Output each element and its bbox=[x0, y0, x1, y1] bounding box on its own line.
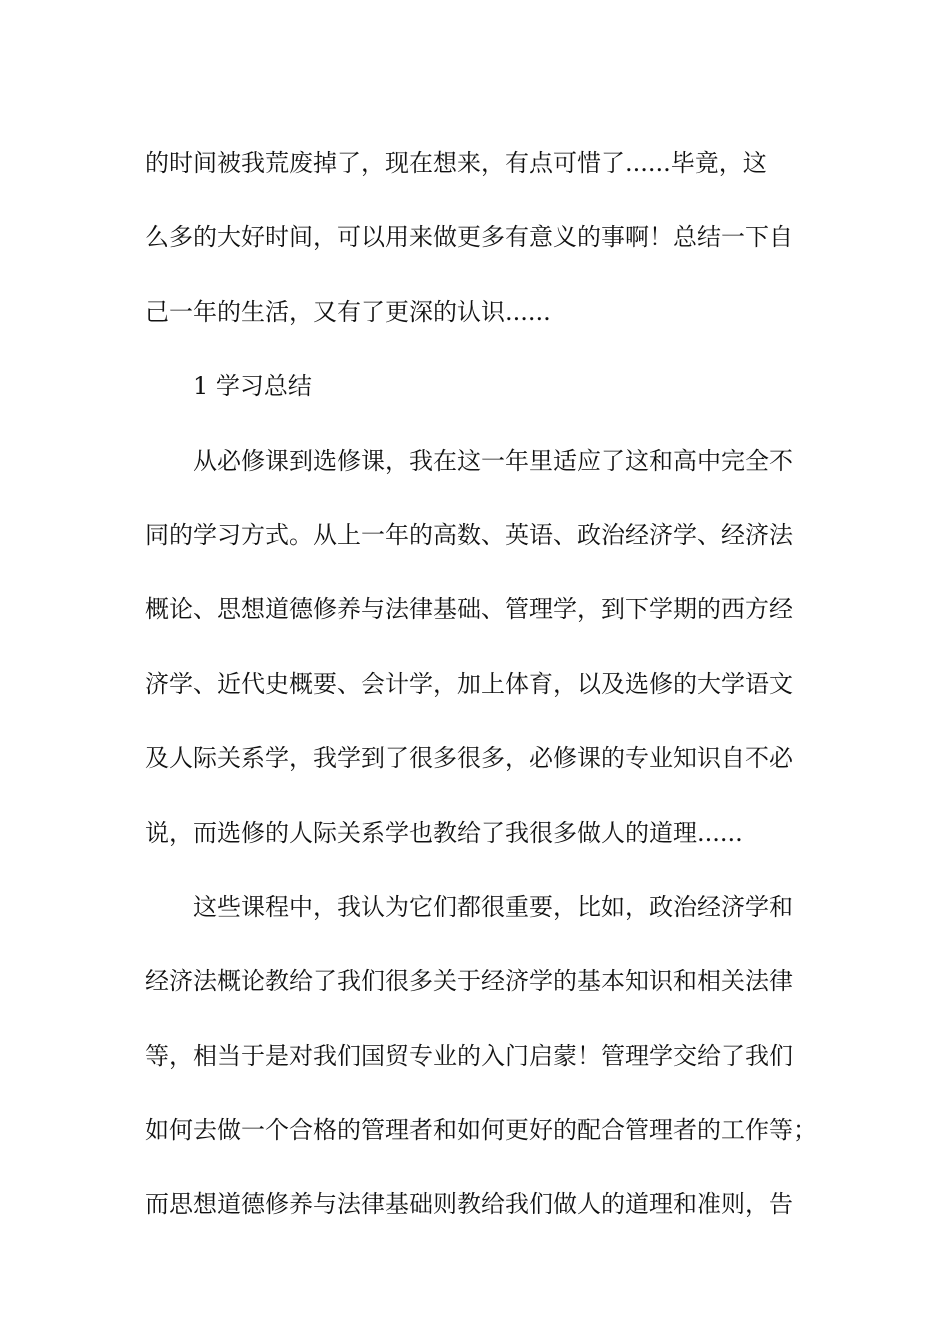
text-line: 等，相当于是对我们国贸专业的入门启蒙！管理学交给了我们 bbox=[145, 1041, 793, 1070]
text-line: 如何去做一个合格的管理者和如何更好的配合管理者的工作等； bbox=[145, 1116, 817, 1145]
text-line: 而思想道德修养与法律基础则教给我们做人的道理和准则，告 bbox=[145, 1190, 793, 1219]
text-line: 么多的大好时间，可以用来做更多有意义的事啊！总结一下自 bbox=[145, 223, 793, 252]
section-heading: 1 学习总结 bbox=[145, 372, 312, 401]
text-line: 说，而选修的人际关系学也教给了我很多做人的道理...... bbox=[145, 818, 743, 847]
text-line: 的时间被我荒废掉了，现在想来，有点可惜了......毕竟，这 bbox=[145, 149, 767, 177]
text-line: 同的学习方式。从上一年的高数、英语、政治经济学、经济法 bbox=[145, 520, 793, 549]
text-line: 这些课程中，我认为它们都很重要，比如，政治经济学和 bbox=[145, 892, 793, 921]
text-line: 济学、近代史概要、会计学，加上体育，以及选修的大学语文 bbox=[145, 669, 793, 698]
text-line: 经济法概论教给了我们很多关于经济学的基本知识和相关法律 bbox=[145, 967, 793, 996]
text-line: 及人际关系学，我学到了很多很多，必修课的专业知识自不必 bbox=[145, 744, 793, 773]
text-line: 己一年的生活，又有了更深的认识...... bbox=[145, 297, 551, 326]
text-line: 从必修课到选修课，我在这一年里适应了这和高中完全不 bbox=[145, 446, 793, 475]
text-line: 概论、思想道德修养与法律基础、管理学，到下学期的西方经 bbox=[145, 595, 793, 624]
body-text bbox=[145, 126, 817, 1242]
